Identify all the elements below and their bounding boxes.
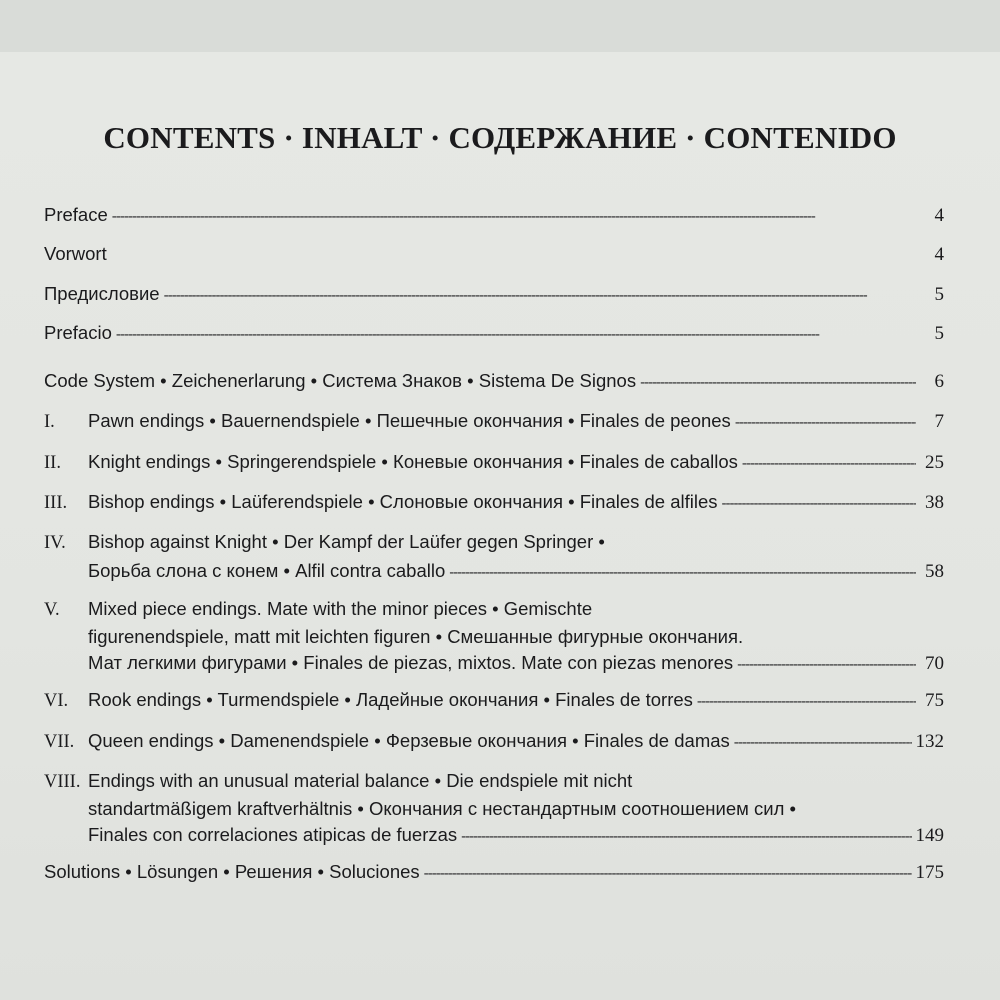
page-title: CONTENTS · INHALT · СОДЕРЖАНИЕ · CONTENIDO bbox=[103, 120, 897, 155]
page-number: 7 bbox=[934, 411, 944, 432]
entry-label: Pawn endings • Bauernendspiele • Пешечные окончания • Finales de peones bbox=[88, 410, 731, 431]
page-number: 75 bbox=[925, 690, 944, 711]
toc-entry-chapter-6 bbox=[44, 687, 944, 714]
chapter-number: IV. bbox=[44, 533, 66, 553]
page-number: 5 bbox=[934, 323, 944, 344]
leader-dots bbox=[112, 204, 916, 229]
chapter-number: I. bbox=[44, 412, 55, 432]
entry-label: Rook endings • Turmendspiele • Ладейные окончания • Finales de torres bbox=[88, 689, 693, 710]
chapter-number: VII. bbox=[44, 732, 75, 752]
leader-dots bbox=[722, 491, 916, 516]
entry-label-line-1: Bishop against Knight • Der Kampf der Laüfer gegen Springer • bbox=[88, 531, 605, 552]
leader-dots bbox=[742, 451, 916, 476]
leader-dots bbox=[697, 689, 916, 714]
entry-label-line-3: Finales con correlaciones atipicas de fuerzas bbox=[88, 824, 458, 845]
page-number: 70 bbox=[925, 653, 944, 674]
entry-label: Предисловие bbox=[44, 283, 160, 304]
toc-entry-chapter-7 bbox=[44, 728, 944, 755]
leader-dots bbox=[734, 730, 912, 755]
page-number: 25 bbox=[925, 452, 944, 473]
entry-label-line-1: Endings with an unusual material balance • Die endspiele mit nicht bbox=[88, 770, 633, 791]
entry-label: Preface bbox=[44, 204, 108, 225]
leader-dots bbox=[640, 370, 916, 395]
chapter-number: III. bbox=[44, 493, 68, 513]
toc-entry-preface bbox=[44, 202, 944, 229]
entry-label: Queen endings • Damenendspiele • Ферзевые окончания • Finales de damas bbox=[88, 730, 730, 751]
page-number: 175 bbox=[915, 862, 944, 883]
toc-entry-solutions bbox=[44, 859, 944, 886]
entry-label: Prefacio bbox=[44, 322, 112, 343]
leader-dots bbox=[735, 410, 916, 435]
leader-dots bbox=[461, 824, 911, 849]
book-page bbox=[0, 52, 1000, 1000]
toc-entry-vorwort bbox=[44, 241, 944, 268]
entry-label-line-3: Мат легкими фигурами • Finales de piezas, mixtos. Mate con piezas menores bbox=[88, 652, 734, 673]
page-number: 38 bbox=[925, 492, 944, 513]
entry-label: Vorwort bbox=[44, 243, 107, 264]
toc-entry-chapter-4 bbox=[44, 529, 944, 585]
toc-entry-chapter-1 bbox=[44, 408, 944, 435]
page-number: 132 bbox=[915, 731, 944, 752]
toc-entry-chapter-2 bbox=[44, 449, 944, 476]
page-number: 4 bbox=[934, 205, 944, 226]
entry-label-line-2: figurenendspiele, matt mit leichten figuren • Смешанные фигурные окончания. bbox=[88, 626, 744, 647]
page-number: 4 bbox=[934, 244, 944, 265]
toc-entry-chapter-3 bbox=[44, 489, 944, 516]
entry-label: Code System • Zeichenerlarung • Система Знаков • Sistema De Signos bbox=[44, 370, 637, 391]
page-number: 5 bbox=[934, 284, 944, 305]
entry-label-line-2: standartmäßigem kraftverhältnis • Окончания с нестандартным соотношением сил • bbox=[88, 798, 796, 819]
page-number: 6 bbox=[934, 371, 944, 392]
entry-label-line-2: Борьба слона с конем • Alfil contra caballo bbox=[88, 560, 446, 581]
leader-dots bbox=[449, 560, 916, 585]
leader-dots bbox=[116, 322, 916, 347]
toc-entry-chapter-8 bbox=[44, 768, 944, 849]
chapter-number: II. bbox=[44, 453, 61, 473]
leader-dots bbox=[737, 652, 916, 677]
toc-entry-prefacio bbox=[44, 320, 944, 347]
toc-entry-predislovie bbox=[44, 281, 944, 308]
chapter-number: VIII. bbox=[44, 772, 81, 792]
entry-label-line-1: Mixed piece endings. Mate with the minor pieces • Gemischte bbox=[88, 598, 593, 619]
page-number: 149 bbox=[915, 825, 944, 846]
toc-entry-chapter-5 bbox=[44, 596, 944, 677]
leader-dots bbox=[164, 283, 916, 308]
page-number: 58 bbox=[925, 561, 944, 582]
entry-label: Bishop endings • Laüferendspiele • Слоновые окончания • Finales de alfiles bbox=[88, 491, 718, 512]
leader-dots bbox=[424, 861, 912, 886]
entry-label: Knight endings • Springerendspiele • Коневые окончания • Finales de caballos bbox=[88, 451, 738, 472]
entry-label: Solutions • Lösungen • Решения • Soluciones bbox=[44, 861, 420, 882]
chapter-number: VI. bbox=[44, 691, 69, 711]
chapter-number: V. bbox=[44, 600, 60, 620]
toc-entry-code-system bbox=[44, 368, 944, 395]
